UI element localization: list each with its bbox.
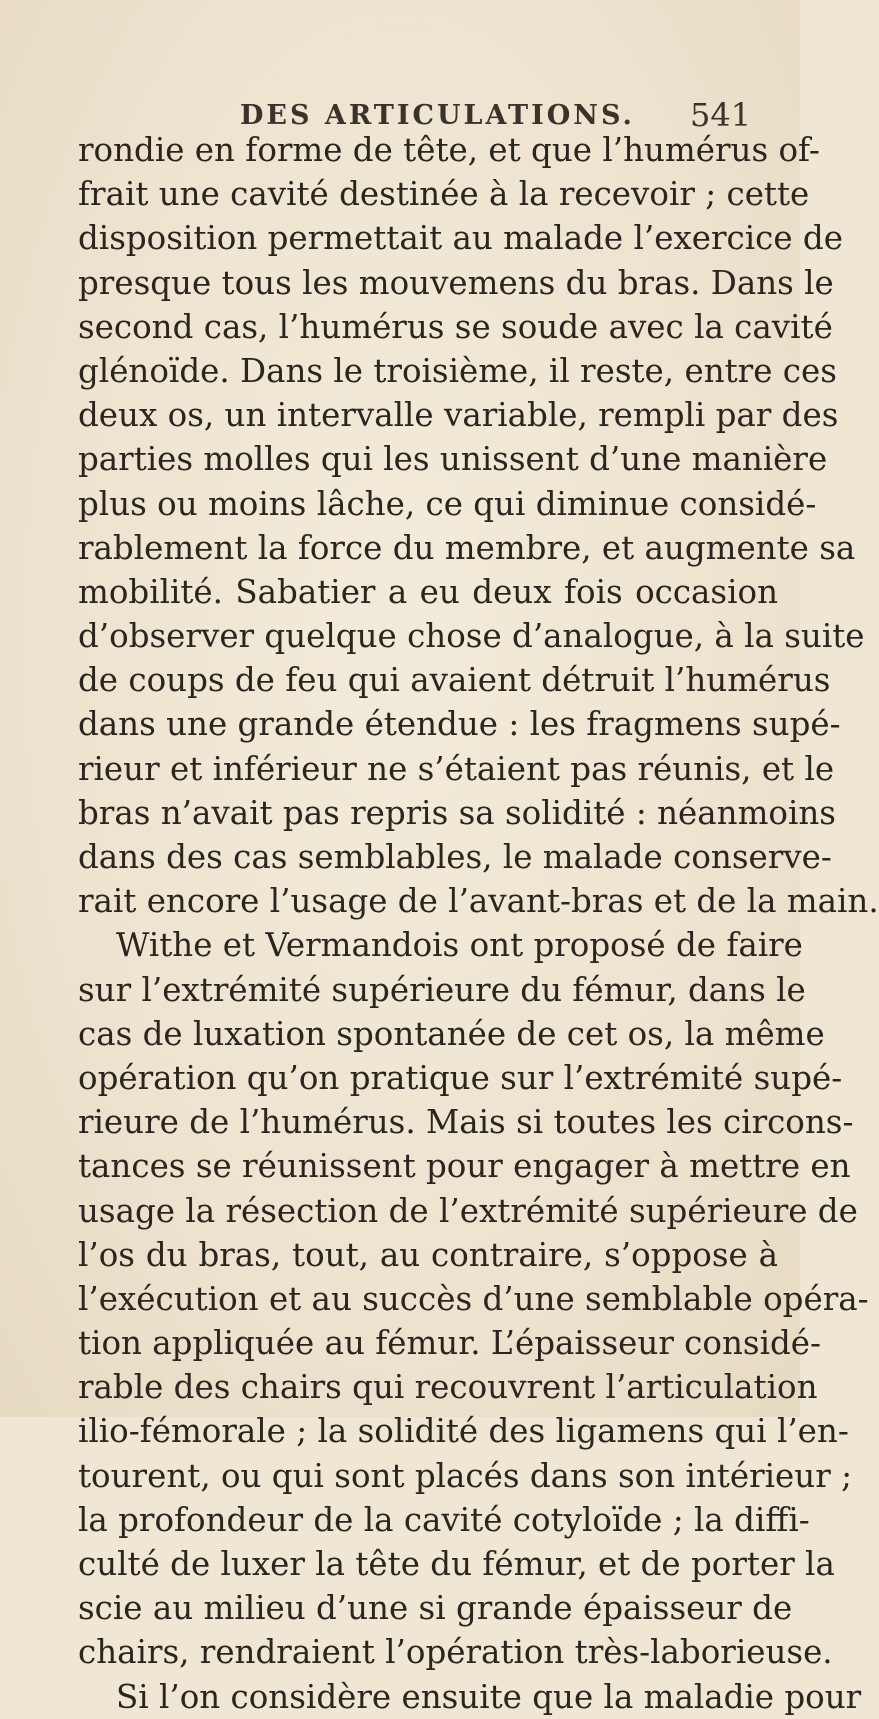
text-line: rait encore l’usage de l’avant-bras et de la main. bbox=[78, 882, 879, 921]
text-line: ilio-fémorale ; la solidité des ligamens qui l’en- bbox=[78, 1412, 849, 1451]
text-line: d’observer quelque chose d’analogue, à la suite bbox=[78, 617, 865, 656]
text-line: usage la résection de l’extrémité supérieure de bbox=[78, 1191, 858, 1230]
text-line: tion appliquée au fémur. L’épaisseur considé- bbox=[78, 1324, 821, 1363]
text-line: mobilité. Sabatier a eu deux fois occasion bbox=[78, 572, 778, 611]
text-line: bras n’avait pas repris sa solidité : néanmoins bbox=[78, 793, 836, 832]
text-line: second cas, l’humérus se soude avec la cavité bbox=[78, 307, 833, 346]
text-line: chairs, rendraient l’opération très-laborieuse. bbox=[78, 1633, 833, 1672]
text-line: presque tous les mouvemens du bras. Dans le bbox=[78, 263, 834, 302]
text-line: parties molles qui les unissent d’une manière bbox=[78, 440, 828, 479]
body-text bbox=[78, 128, 879, 1719]
text-line: la profondeur de la cavité cotyloïde ; la diffi- bbox=[78, 1500, 810, 1539]
text-line: plus ou moins lâche, ce qui diminue considé- bbox=[78, 484, 817, 523]
text-line: cas de luxation spontanée de cet os, la même bbox=[78, 1014, 825, 1053]
text-line: dans des cas semblables, le malade conserve- bbox=[78, 838, 832, 876]
text-line: rondie en forme de tête, et que l’humérus of- bbox=[78, 131, 820, 169]
text-line: rablement la force du membre, et augmente sa bbox=[78, 528, 856, 567]
text-line: de coups de feu qui avaient détruit l’humérus bbox=[78, 661, 831, 700]
text-line: rieur et inférieur ne s’étaient pas réunis, et le bbox=[78, 749, 835, 788]
paragraph-start-line: Si l’on considère ensuite que la maladie pour bbox=[116, 1677, 862, 1716]
page-number: 541 bbox=[690, 96, 752, 134]
text-line: rieure de l’humérus. Mais si toutes les circons- bbox=[78, 1103, 854, 1142]
paragraph-start-line: Withe et Vermandois ont proposé de faire bbox=[116, 926, 803, 965]
text-line: disposition permettait au malade l’exercice de bbox=[78, 219, 843, 258]
text-line: culté de luxer la tête du fémur, et de porter la bbox=[78, 1545, 835, 1583]
text-line: l’exécution et au succès d’une semblable opéra- bbox=[78, 1279, 869, 1318]
text-line: l’os du bras, tout, au contraire, s’oppose à bbox=[78, 1235, 778, 1274]
text-line: scie au milieu d’une si grande épaisseur de bbox=[78, 1589, 793, 1628]
text-line: tourent, ou qui sont placés dans son intérieur ; bbox=[78, 1456, 853, 1495]
text-line: sur l’extrémité supérieure du fémur, dans le bbox=[78, 970, 806, 1009]
text-line: opération qu’on pratique sur l’extrémité supé- bbox=[78, 1058, 843, 1097]
text-line: rable des chairs qui recouvrent l’articulation bbox=[78, 1368, 818, 1407]
text-line: frait une cavité destinée à la recevoir ; cette bbox=[78, 175, 810, 214]
text-line: tances se réunissent pour engager à mettre en bbox=[78, 1147, 851, 1186]
text-line: glénoïde. Dans le troisième, il reste, entre ces bbox=[78, 351, 837, 390]
text-line: deux os, un intervalle variable, rempli par des bbox=[78, 396, 839, 435]
text-line: dans une grande étendue : les fragmens supé- bbox=[78, 705, 841, 744]
running-title: DES ARTICULATIONS. bbox=[240, 100, 635, 131]
